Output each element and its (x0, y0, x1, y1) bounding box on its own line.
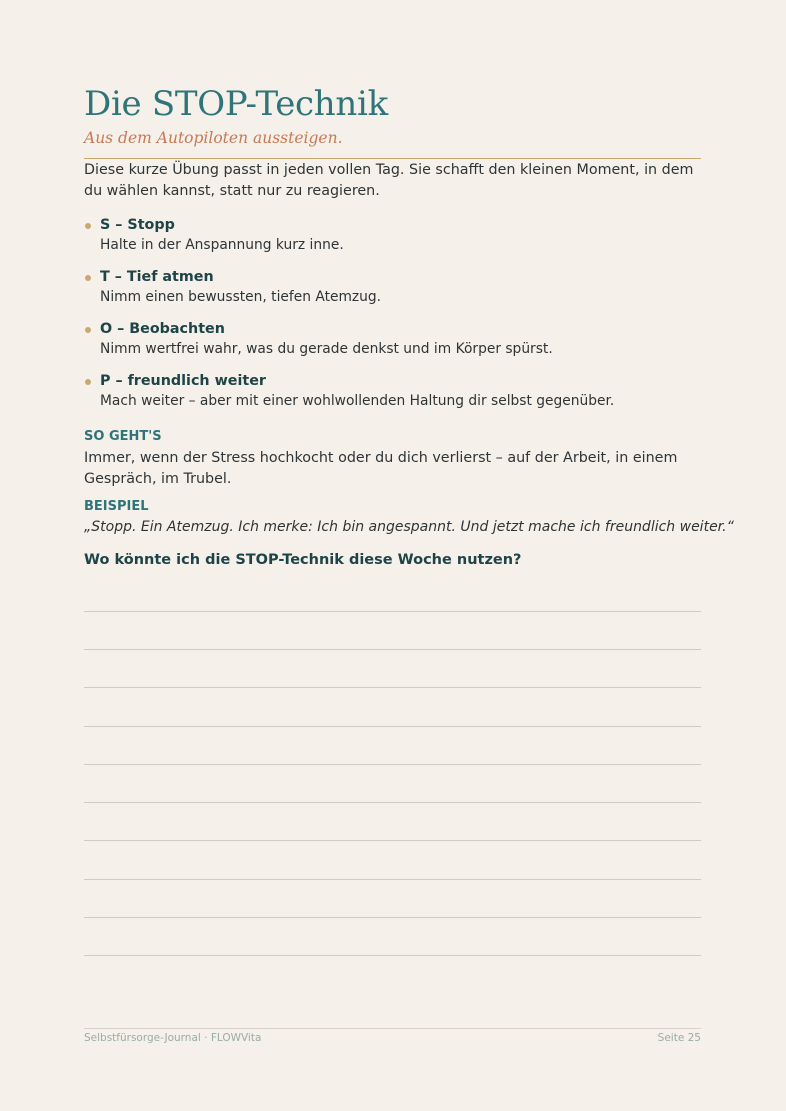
writing-line[interactable] (84, 802, 701, 803)
reflection-question: Wo könnte ich die STOP-Technik diese Woche nutzen? (84, 552, 522, 568)
writing-line[interactable] (84, 649, 701, 650)
writing-line[interactable] (84, 764, 701, 765)
title-divider (84, 158, 701, 159)
step-description: Halte in der Anspannung kurz inne. (100, 237, 344, 253)
journal-page (84, 0, 734, 1111)
bullet-dot-icon (85, 275, 91, 281)
intro-text: Diese kurze Übung passt in jeden vollen Tag. Sie schafft den kleinen Moment, in dem du wählen kannst, statt nur zu reagieren. (84, 162, 694, 199)
example-section-label: BEISPIEL (84, 499, 149, 514)
step-title: O – Beobachten (100, 321, 225, 337)
step-title: T – Tief atmen (100, 269, 214, 285)
example-quote: „Stopp. Ein Atemzug. Ich merke: Ich bin angespannt. Und jetzt mache ich freundlich weiter.“ (84, 519, 734, 535)
footer-divider (84, 1028, 701, 1029)
footer-journal-title: Selbstfürsorge-Journal · FLOWVita (84, 1032, 262, 1044)
writing-line[interactable] (84, 611, 701, 612)
how-text: Immer, wenn der Stress hochkocht oder du dich verlierst – auf der Arbeit, in einem Gespräch, im Trubel. (84, 450, 678, 487)
how-section-label: SO GEHT'S (84, 429, 162, 444)
writing-line[interactable] (84, 726, 701, 727)
step-title: S – Stopp (100, 217, 175, 233)
writing-line[interactable] (84, 955, 701, 956)
step-title: P – freundlich weiter (100, 373, 266, 389)
writing-line[interactable] (84, 917, 701, 918)
bullet-dot-icon (85, 327, 91, 333)
bullet-dot-icon (85, 379, 91, 385)
step-description: Mach weiter – aber mit einer wohlwollenden Haltung dir selbst gegenüber. (100, 393, 615, 409)
page-title: Die STOP-Technik (84, 84, 388, 124)
page-subtitle: Aus dem Autopiloten aussteigen. (84, 129, 343, 147)
stop-steps-list (84, 214, 701, 422)
bullet-dot-icon (85, 223, 91, 229)
page-number: Seite 25 (657, 1032, 701, 1044)
list-item-step-o (84, 318, 701, 370)
list-item-step-s (84, 214, 701, 266)
step-description: Nimm einen bewussten, tiefen Atemzug. (100, 289, 382, 305)
list-item-step-p (84, 370, 701, 422)
writing-line[interactable] (84, 840, 701, 841)
writing-line[interactable] (84, 687, 701, 688)
list-item-step-t (84, 266, 701, 318)
writing-line[interactable] (84, 879, 701, 880)
step-description: Nimm wertfrei wahr, was du gerade denkst und im Körper spürst. (100, 341, 553, 357)
